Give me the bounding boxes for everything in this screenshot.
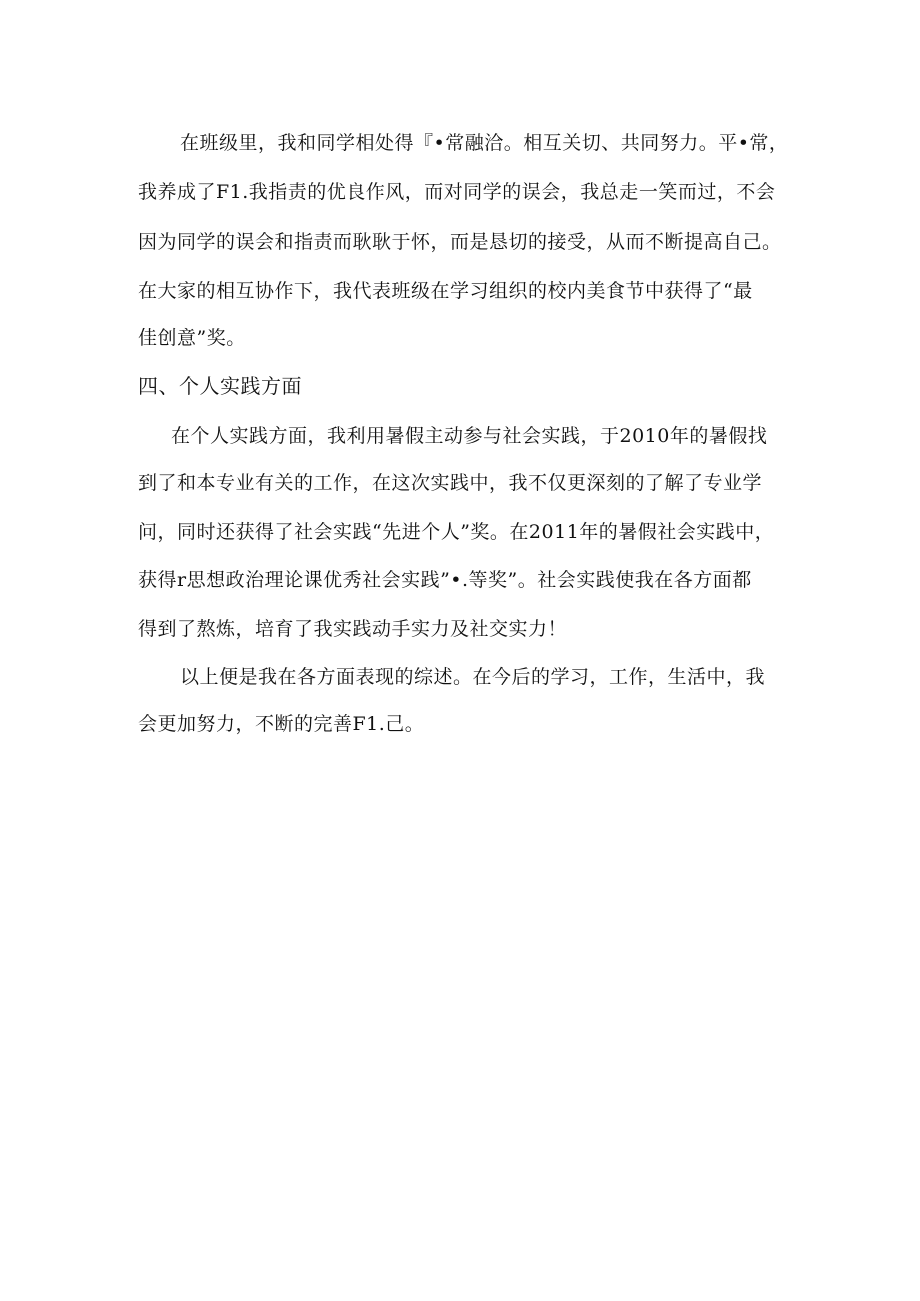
paragraph-3-line-1: 以上便是我在各方面表现的综述。在今后的学习，工作，生活中，我 — [180, 666, 766, 688]
paragraph-1-line-4: 在大家的相互协作下，我代表班级在学习组织的校内美食节中获得了“最 — [138, 280, 753, 302]
paragraph-2-line-3: 问，同时还获得了社会实践“先进个人”奖。在2011年的暑假社会实践中， — [138, 521, 775, 543]
section-heading: 四、个人实践方面 — [138, 374, 302, 398]
paragraph-1-line-5: 佳创意”奖。 — [138, 327, 246, 349]
paragraph-3-line-2: 会更加努力，不断的完善F1.己。 — [138, 713, 425, 735]
paragraph-2-line-1: 在个人实践方面，我利用暑假主动参与社会实践，于2010年的暑假找 — [171, 425, 768, 447]
paragraph-2-line-2: 到了和本专业有关的工作，在这次实践中，我不仅更深刻的了解了专业学 — [138, 472, 763, 494]
paragraph-2-line-4: 获得r思想政治理论课优秀社会实践”•.等奖”。社会实践使我在各方面都 — [138, 569, 752, 591]
paragraph-2-line-5: 得到了熬炼，培育了我实践动手实力及社交实力！ — [138, 618, 568, 640]
paragraph-1-line-2: 我养成了F1.我指责的优良作风，而对同学的误会，我总走一笑而过，不会 — [138, 181, 776, 203]
paragraph-1-line-3: 因为同学的误会和指责而耿耿于怀，而是恳切的接受，从而不断提高自己。 — [138, 231, 782, 253]
paragraph-1-line-1: 在班级里，我和同学相处得『•常融洽。相互关切、共同努力。平•常， — [180, 132, 789, 154]
